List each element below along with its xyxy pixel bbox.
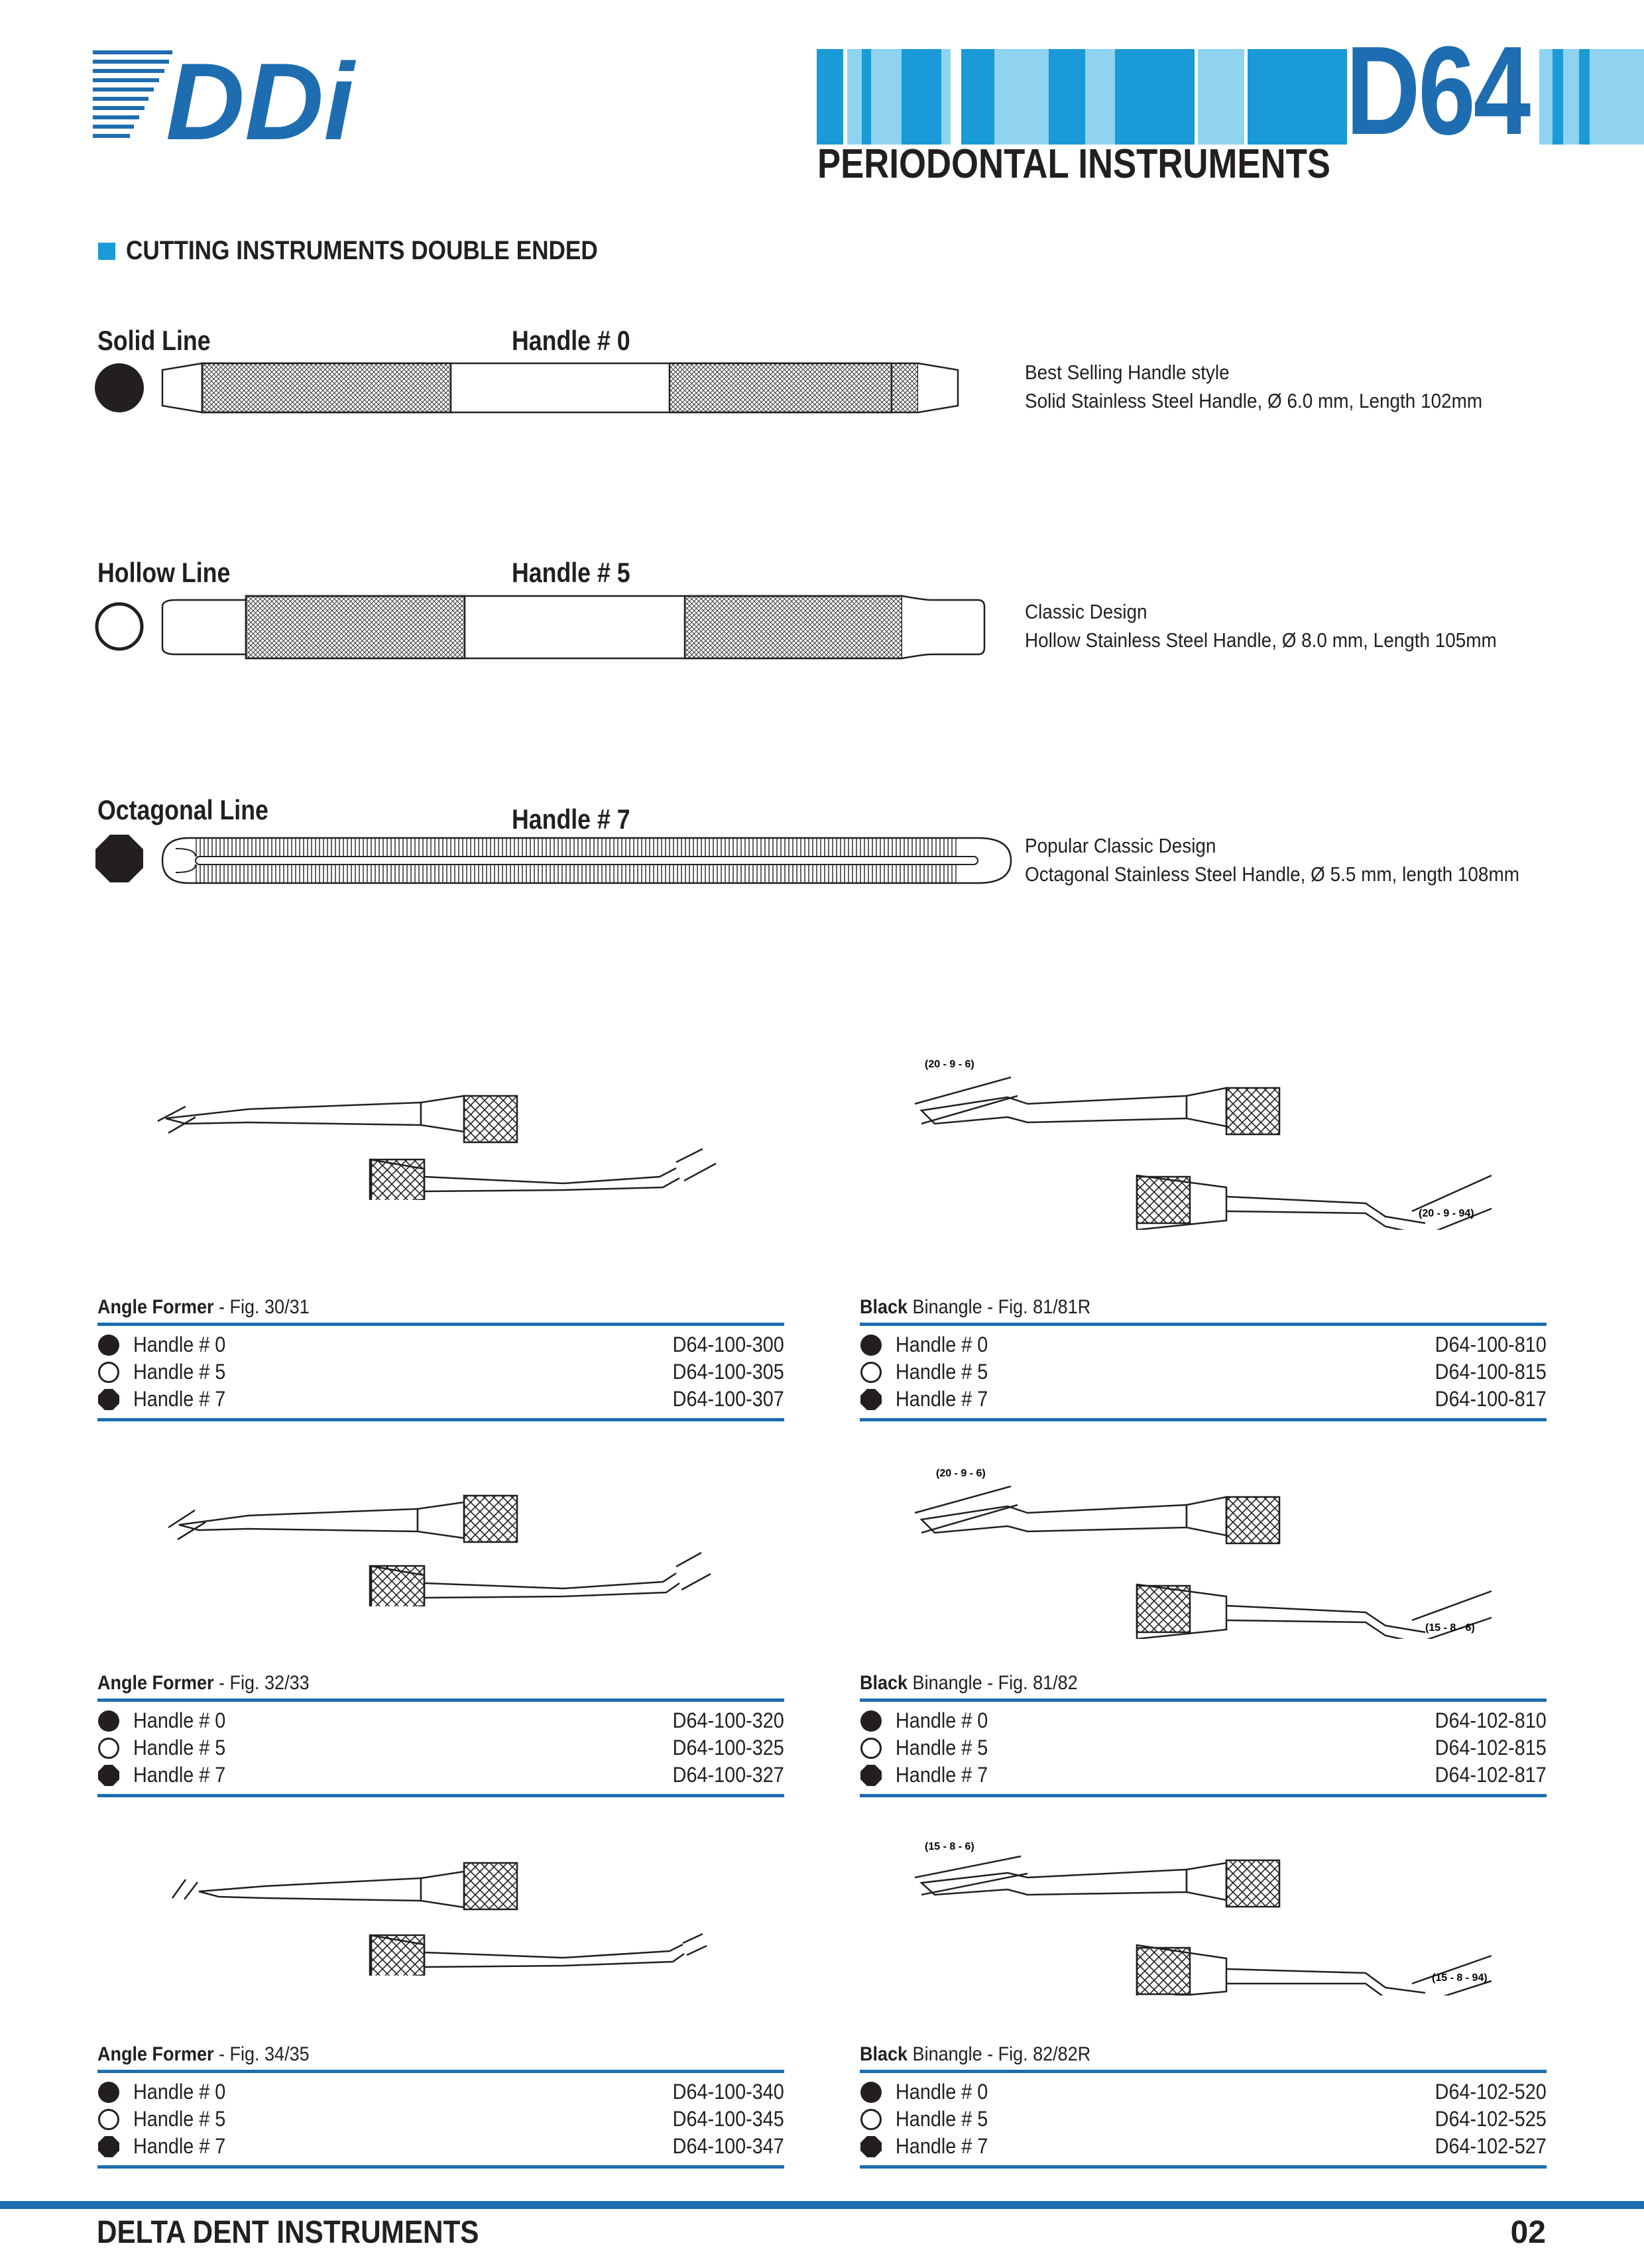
table-rule bbox=[860, 2165, 1547, 2169]
hollow-circle-icon bbox=[860, 1361, 882, 1384]
instrument-drawing-binangle bbox=[908, 1466, 1505, 1639]
angle-label: (20 - 9 - 6) bbox=[925, 1059, 974, 1070]
handle-line-name: Octagonal Line bbox=[97, 794, 268, 825]
hollow-circle-icon bbox=[93, 600, 146, 653]
octagon-icon bbox=[860, 1764, 882, 1787]
octagon-icon bbox=[97, 1764, 120, 1787]
solid-circle-icon bbox=[860, 1710, 882, 1732]
octagon-icon bbox=[860, 2135, 882, 2158]
footer-rule bbox=[0, 2201, 1644, 2209]
table-row: Handle # 7 D64-100-817 bbox=[860, 1386, 1547, 1413]
octagon-icon bbox=[93, 832, 146, 885]
product-title: Black Binangle - Fig. 82/82R bbox=[860, 2043, 1091, 2065]
product-title: Black Binangle - Fig. 81/82 bbox=[860, 1672, 1078, 1694]
product-title: Black Binangle - Fig. 81/81R bbox=[860, 1296, 1091, 1318]
handle-line-name: Solid Line bbox=[97, 325, 211, 356]
catalog-code: D64 bbox=[1346, 21, 1529, 161]
solid-circle-icon bbox=[97, 2081, 120, 2104]
hollow-circle-icon bbox=[860, 2108, 882, 2131]
logo-text: DDi bbox=[166, 45, 355, 145]
solid-circle-icon bbox=[93, 361, 146, 414]
product-title: Angle Former - Fig. 30/31 bbox=[97, 1296, 310, 1318]
handle-desc-line2: Solid Stainless Steel Handle, Ø 6.0 mm, Length 102mm bbox=[1025, 389, 1483, 412]
handle-number: Handle # 7 bbox=[512, 804, 630, 835]
octagonal-handle-drawing bbox=[156, 834, 1018, 887]
handle-desc-line1: Classic Design bbox=[1025, 600, 1147, 623]
angle-label: (15 - 8 - 94) bbox=[1432, 1972, 1488, 1984]
table-row: Handle # 5 D64-102-525 bbox=[860, 2106, 1547, 2133]
hollow-circle-icon bbox=[97, 1737, 120, 1760]
octagon-icon bbox=[97, 2135, 120, 2158]
angle-label: (15 - 8 - 6) bbox=[1425, 1622, 1475, 1634]
angle-label: (15 - 8 - 6) bbox=[925, 1841, 974, 1852]
table-row: Handle # 0 D64-100-340 bbox=[97, 2078, 784, 2106]
table-row: Handle # 0 D64-100-810 bbox=[860, 1331, 1547, 1358]
table-rule bbox=[97, 2165, 784, 2169]
solid-circle-icon bbox=[860, 2081, 882, 2104]
category-title: PERIODONTAL INSTRUMENTS bbox=[817, 141, 1330, 187]
product-table bbox=[860, 1296, 1547, 1421]
table-row: Handle # 5 D64-100-345 bbox=[97, 2106, 784, 2133]
table-row: Handle # 0 D64-100-320 bbox=[97, 1707, 784, 1734]
hollow-circle-icon bbox=[97, 1361, 120, 1384]
hollow-circle-icon bbox=[860, 1737, 882, 1760]
product-table bbox=[860, 1672, 1547, 1797]
solid-circle-icon bbox=[97, 1334, 120, 1356]
table-row: Handle # 0 D64-102-810 bbox=[860, 1707, 1547, 1734]
handle-desc-line1: Popular Classic Design bbox=[1025, 834, 1216, 857]
octagon-icon bbox=[97, 1388, 120, 1411]
page-number: 02 bbox=[1510, 2215, 1546, 2250]
handle-desc-line2: Hollow Stainless Steel Handle, Ø 8.0 mm, Length 105mm bbox=[1025, 628, 1497, 652]
instrument-drawing-angle-former bbox=[146, 1077, 742, 1200]
handle-desc-line2: Octagonal Stainless Steel Handle, Ø 5.5 mm, length 108mm bbox=[1025, 863, 1519, 886]
solid-circle-icon bbox=[97, 1710, 120, 1732]
ddi-logo bbox=[93, 45, 358, 145]
table-row: Handle # 0 D64-102-520 bbox=[860, 2078, 1547, 2106]
product-table bbox=[860, 2043, 1547, 2169]
hollow-handle-drawing bbox=[156, 592, 991, 662]
section-title: CUTTING INSTRUMENTS DOUBLE ENDED bbox=[126, 236, 598, 265]
solid-circle-icon bbox=[860, 1334, 882, 1356]
table-row: Handle # 7 D64-102-527 bbox=[860, 2133, 1547, 2160]
table-row: Handle # 7 D64-100-307 bbox=[97, 1386, 784, 1413]
solid-handle-drawing bbox=[156, 358, 965, 418]
table-rule bbox=[860, 1418, 1547, 1421]
product-title: Angle Former - Fig. 32/33 bbox=[97, 1672, 310, 1694]
table-row: Handle # 5 D64-100-305 bbox=[97, 1358, 784, 1386]
product-table bbox=[97, 1296, 784, 1421]
table-row: Handle # 5 D64-100-815 bbox=[860, 1358, 1547, 1386]
product-title: Angle Former - Fig. 34/35 bbox=[97, 2043, 310, 2065]
product-table bbox=[97, 1672, 784, 1797]
blue-square-icon bbox=[98, 243, 115, 260]
table-row: Handle # 0 D64-100-300 bbox=[97, 1331, 784, 1358]
instrument-drawing-binangle bbox=[908, 1057, 1505, 1230]
instrument-drawing-angle-former bbox=[146, 1853, 742, 1976]
company-name: DELTA DENT INSTRUMENTS bbox=[97, 2215, 479, 2250]
table-row: Handle # 5 D64-102-815 bbox=[860, 1734, 1547, 1761]
table-row: Handle # 7 D64-100-347 bbox=[97, 2133, 784, 2160]
product-table bbox=[97, 2043, 784, 2169]
table-row: Handle # 7 D64-100-327 bbox=[97, 1761, 784, 1789]
hollow-circle-icon bbox=[97, 2108, 120, 2131]
octagon-icon bbox=[860, 1388, 882, 1411]
table-row: Handle # 5 D64-100-325 bbox=[97, 1734, 784, 1761]
handle-number: Handle # 0 bbox=[512, 325, 630, 356]
handle-number: Handle # 5 bbox=[512, 557, 630, 588]
table-rule bbox=[97, 1794, 784, 1797]
angle-label: (20 - 9 - 94) bbox=[1419, 1208, 1474, 1219]
handle-desc-line1: Best Selling Handle style bbox=[1025, 361, 1230, 384]
table-rule bbox=[97, 1418, 784, 1421]
instrument-drawing-binangle bbox=[908, 1836, 1505, 1996]
table-row: Handle # 7 D64-102-817 bbox=[860, 1761, 1547, 1789]
handle-line-name: Hollow Line bbox=[97, 557, 231, 588]
angle-label: (20 - 9 - 6) bbox=[936, 1468, 986, 1479]
instrument-drawing-angle-former bbox=[146, 1484, 742, 1606]
table-rule bbox=[860, 1794, 1547, 1797]
